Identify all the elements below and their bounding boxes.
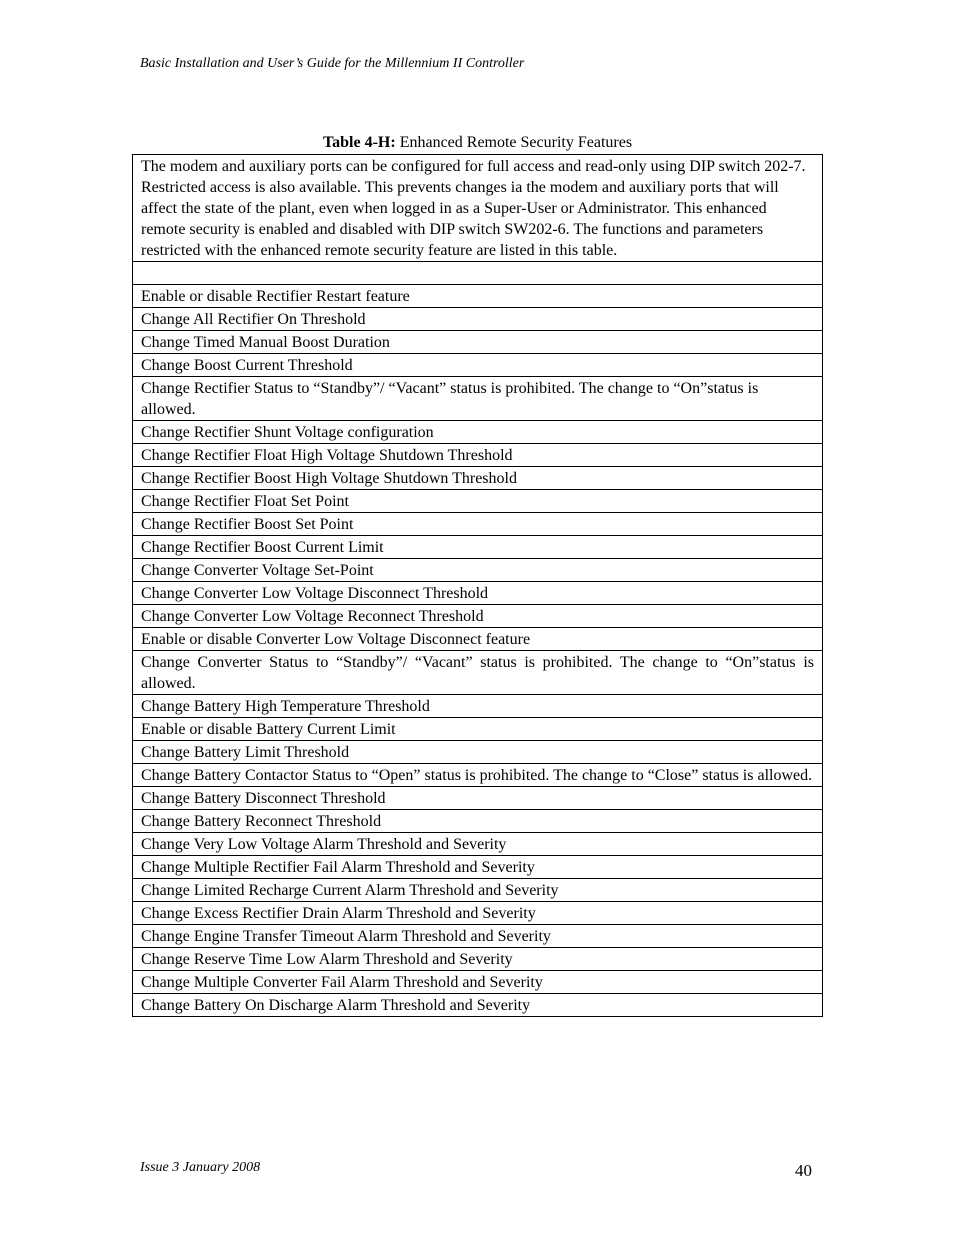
table-row (133, 994, 823, 1017)
table-row (133, 902, 823, 925)
table-row-blank (133, 262, 823, 285)
table-row (133, 856, 823, 879)
table-row (133, 467, 823, 490)
feature-cell: Enable or disable Converter Low Voltage Disconnect feature (133, 628, 823, 651)
table-row (133, 741, 823, 764)
feature-cell: Change Battery Limit Threshold (133, 741, 823, 764)
table-row (133, 764, 823, 787)
table-row (133, 536, 823, 559)
table-row (133, 331, 823, 354)
table-row (133, 582, 823, 605)
table-row (133, 285, 823, 308)
feature-cell: Change Very Low Voltage Alarm Threshold and Severity (133, 833, 823, 856)
table-row (133, 354, 823, 377)
table-row (133, 810, 823, 833)
table-row (133, 718, 823, 741)
table-row (133, 444, 823, 467)
table-row (133, 695, 823, 718)
intro-cell: The modem and auxiliary ports can be configured for full access and read-only using DIP switch 202-7. Restricted access is also available. This prevents changes ia the modem and auxiliary ports that will affect the state of the plant, even when logged in as a Super-User or Administrator. This enhanced remote security is enabled and disabled with DIP switch SW202-6. The functions and parameters restricted with the enhanced remote security feature are listed in this table. (133, 155, 823, 262)
feature-cell: Change Rectifier Boost Set Point (133, 513, 823, 536)
table-row (133, 490, 823, 513)
feature-cell: Change Battery High Temperature Threshold (133, 695, 823, 718)
feature-cell: Change Converter Voltage Set-Point (133, 559, 823, 582)
feature-cell: Change All Rectifier On Threshold (133, 308, 823, 331)
table-row (133, 971, 823, 994)
table-caption-label: Table 4-H: (322, 134, 396, 151)
feature-cell: Change Boost Current Threshold (133, 354, 823, 377)
feature-cell: Change Converter Status to “Standby”/ “Vacant” status is prohibited. The change to “On”status is allowed. (133, 651, 823, 695)
feature-cell: Enable or disable Battery Current Limit (133, 718, 823, 741)
table-row (133, 787, 823, 810)
table-row (133, 421, 823, 444)
table-row (133, 833, 823, 856)
table-row (133, 559, 823, 582)
feature-cell: Change Rectifier Boost High Voltage Shutdown Threshold (133, 467, 823, 490)
footer-issue: Issue 3 January 2008 (140, 1160, 261, 1175)
feature-cell: Change Battery Contactor Status to “Open” status is prohibited. The change to “Close” status is allowed. (133, 764, 823, 787)
table-row (133, 879, 823, 902)
feature-cell: Change Converter Low Voltage Reconnect Threshold (133, 605, 823, 628)
table-caption-text: Enhanced Remote Security Features (395, 134, 633, 151)
feature-cell: Change Rectifier Status to “Standby”/ “Vacant” status is prohibited. The change to “On”status is allowed. (133, 377, 823, 421)
table-row-intro (133, 155, 823, 262)
feature-cell: Change Excess Rectifier Drain Alarm Threshold and Severity (133, 902, 823, 925)
feature-cell: Change Battery On Discharge Alarm Threshold and Severity (133, 994, 823, 1017)
feature-cell: Enable or disable Rectifier Restart feature (133, 285, 823, 308)
feature-cell: Change Rectifier Float High Voltage Shutdown Threshold (133, 444, 823, 467)
feature-cell: Change Reserve Time Low Alarm Threshold and Severity (133, 948, 823, 971)
table-caption (132, 134, 823, 152)
feature-cell: Change Multiple Converter Fail Alarm Threshold and Severity (133, 971, 823, 994)
feature-cell: Change Rectifier Shunt Voltage configuration (133, 421, 823, 444)
table-row (133, 308, 823, 331)
table-row (133, 605, 823, 628)
running-header: Basic Installation and User’s Guide for the Millennium II Controller (140, 56, 525, 71)
feature-cell: Change Battery Reconnect Threshold (133, 810, 823, 833)
feature-cell: Change Engine Transfer Timeout Alarm Threshold and Severity (133, 925, 823, 948)
table-row (133, 948, 823, 971)
table-row (133, 377, 823, 421)
blank-cell (133, 262, 823, 285)
table-row (133, 513, 823, 536)
security-features-table (132, 154, 823, 1017)
table-row (133, 651, 823, 695)
feature-cell: Change Battery Disconnect Threshold (133, 787, 823, 810)
feature-cell: Change Rectifier Boost Current Limit (133, 536, 823, 559)
feature-cell: Change Converter Low Voltage Disconnect Threshold (133, 582, 823, 605)
feature-cell: Change Multiple Rectifier Fail Alarm Threshold and Severity (133, 856, 823, 879)
feature-cell: Change Rectifier Float Set Point (133, 490, 823, 513)
page-number: 40 (795, 1161, 812, 1180)
table-row (133, 628, 823, 651)
table-row (133, 925, 823, 948)
feature-cell: Change Limited Recharge Current Alarm Threshold and Severity (133, 879, 823, 902)
feature-cell: Change Timed Manual Boost Duration (133, 331, 823, 354)
